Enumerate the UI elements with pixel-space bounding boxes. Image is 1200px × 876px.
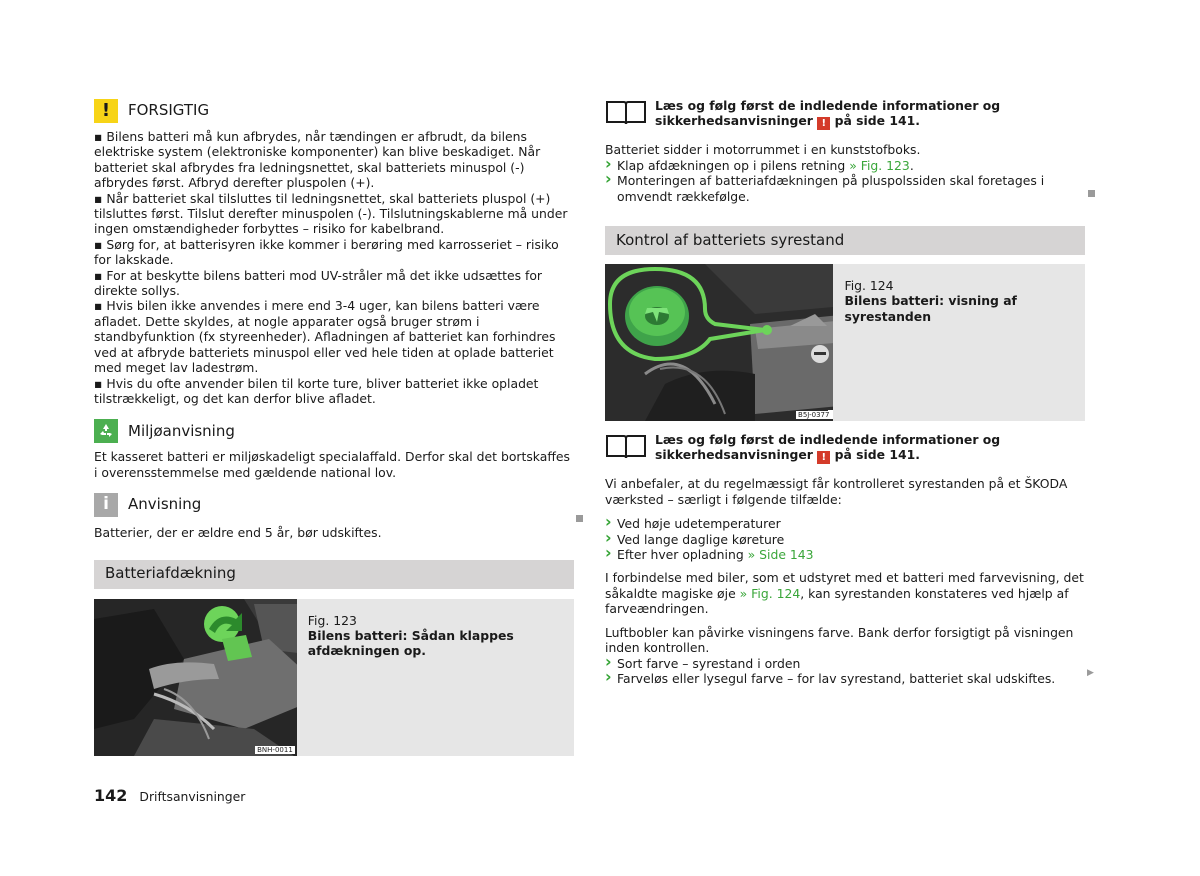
figure-caption <box>297 599 574 756</box>
caution-list <box>94 129 574 406</box>
info-icon: i <box>94 493 118 517</box>
step-text: Klap afdækningen op i pilens retning <box>617 157 846 173</box>
fig-123-link[interactable]: » Fig. 123 <box>849 157 910 173</box>
figure-code: B5J-0377 <box>798 411 830 420</box>
magic-eye-text <box>605 570 1085 616</box>
page-143-link[interactable]: » Side 143 <box>747 547 814 563</box>
caution-item: ▪ Bilens batteri må kun afbrydes, når tændingen er afbrudt, da bilens elektriske system (elektroniske komponenter) kan blive beskadiget. Når batteriet skal afbrydes fra ledningsnettet, skal batteriets minuspol (-) afbrydes først. Afbryd derefter pluspolen (+). <box>94 129 574 191</box>
magic-eye-rest: , kan syrestanden konstateres ved hjælp af farveændringen. <box>605 585 1069 617</box>
fig-124-link[interactable]: » Fig. 124 <box>739 585 801 601</box>
case-item: › Ved lange daglige køreture <box>605 532 1085 547</box>
case-text: Efter hver opladning <box>617 547 744 563</box>
page-number: 142 <box>94 786 128 805</box>
section-title: Batteriafdækning <box>105 564 236 583</box>
figure-caption <box>833 264 1085 421</box>
color-item: › Sort farve – syrestand i orden <box>605 656 1085 671</box>
left-column <box>94 98 574 756</box>
figure-label: Fig. 124 <box>844 278 894 294</box>
intro-notice <box>605 98 1085 130</box>
figure-124 <box>605 264 1085 421</box>
step-item: › Monteringen af batteriafdækningen på pluspolssiden skal foretages i omvendt rækkefølge. <box>605 173 1085 204</box>
caution-item: ▪ Når batteriet skal tilsluttes til ledningsnettet, skal batteriets pluspol (+) tilsluttes først. Tilslut derefter minuspolen (-). Tilslutningskablerne må under ingen omstændigheder forbyttes – risiko for kabelbrand. <box>94 191 574 237</box>
battery-cover-photo <box>94 599 297 756</box>
note-header <box>94 492 574 518</box>
intro-text <box>655 432 1085 464</box>
figure-caption-text: Bilens batteri: visning af syrestanden <box>844 293 1017 324</box>
alert-icon: ! <box>817 117 830 130</box>
color-item: › Farveløs eller lysegul farve – for lav syrestand, batteriet skal udskiftes. <box>605 671 1085 686</box>
intro-text-main: Læs og følg først de indledende informationer og sikkerhedsanvisninger <box>655 98 1001 129</box>
warning-icon: ! <box>94 99 118 123</box>
figure-123 <box>94 599 574 756</box>
caution-item: ▪ Hvis du ofte anvender bilen til korte ture, bliver batteriet ikke opladet tilstrækkeligt, og det kan derfor blive afladet. <box>94 376 574 407</box>
book-icon <box>605 432 647 460</box>
alert-icon: ! <box>817 451 830 464</box>
environment-header <box>94 418 574 444</box>
recommendation-text: Vi anbefaler, at du regelmæssigt får kontrolleret syrestanden på et ŠKODA værksted – særligt i følgende tilfælde: <box>605 476 1068 507</box>
bubbles-text: Luftbobler kan påvirke visningens farve. Bank derfor forsigtigt på visningen inden kontrollen. <box>605 624 1074 656</box>
page-footer <box>94 786 245 805</box>
book-icon <box>605 98 647 126</box>
step-item <box>605 158 1085 173</box>
environment-text: Et kasseret batteri er miljøskadeligt specialaffald. Derfor skal det bortskaffes i overensstemmelse med gældende national lov. <box>94 449 570 480</box>
intro-notice <box>605 432 1085 464</box>
section-end-marker <box>576 515 583 522</box>
intro-text <box>655 98 1085 130</box>
section-end-marker <box>1088 190 1095 197</box>
case-item: › Ved høje udetemperaturer <box>605 516 1085 531</box>
intro-page-ref: på side 141. <box>834 447 920 463</box>
figure-label: Fig. 123 <box>307 612 357 628</box>
magic-eye-main: I forbindelse med biler, som et udstyret med et batteri med farvevisning, det såkaldte magiske øje <box>605 570 1084 601</box>
section-bar-acid-level <box>605 226 1085 255</box>
figure-caption-text: Bilens batteri: Sådan klappes afdækningen op. <box>307 627 514 659</box>
caution-header <box>94 98 574 124</box>
intro-text-main: Læs og følg først de indledende informationer og sikkerhedsanvisninger <box>655 432 1001 463</box>
battery-location: Batteriet sidder i motorrummet i en kunststofboks. <box>605 142 921 158</box>
note-title: Anvisning <box>128 495 202 514</box>
case-item <box>605 547 1085 562</box>
caution-item: ▪ Hvis bilen ikke anvendes i mere end 3-4 uger, kan bilens batteri være afladet. Dette skyldes, at nogle apparater også bruger strøm i standbyfunktion (fx styreenheder). Afladningen af batteriet kan forhindres ved at afbryde batteriets minuspol eller ved hele tiden at oplade batteriet med meget lav ladestrøm. <box>94 298 574 375</box>
acid-indicator-photo <box>605 264 833 421</box>
caution-item: ▪ Sørg for, at batterisyren ikke kommer i berøring med karrosseriet – risiko for lakskade. <box>94 237 574 268</box>
note-text: Batterier, der er ældre end 5 år, bør udskiftes. <box>94 525 382 541</box>
chapter-title: Driftsanvisninger <box>139 789 246 804</box>
section-bar-battery-cover <box>94 560 574 589</box>
section-title: Kontrol af batteriets syrestand <box>616 230 845 249</box>
right-column <box>605 98 1085 686</box>
caution-item: ▪ For at beskytte bilens batteri mod UV-stråler må det ikke udsættes for direkte sollys. <box>94 268 574 299</box>
environment-title: Miljøanvisning <box>128 421 235 440</box>
recycle-icon <box>94 419 118 443</box>
caution-title: FORSIGTIG <box>128 101 210 120</box>
intro-page-ref: på side 141. <box>834 113 920 129</box>
figure-code: BNH-0011 <box>257 745 293 754</box>
continue-arrow-icon: ▶ <box>1087 668 1094 678</box>
step-suffix: . <box>909 157 914 173</box>
